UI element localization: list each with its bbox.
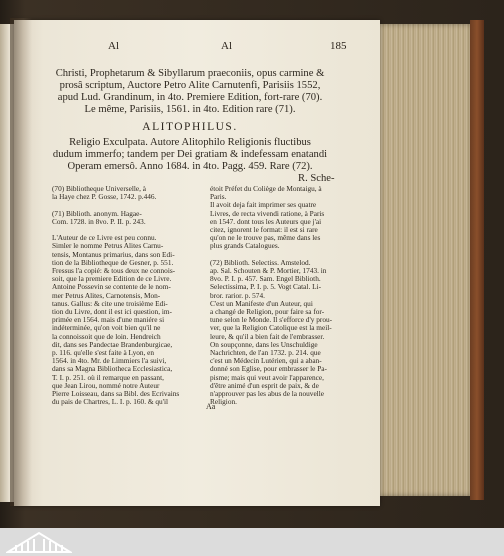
footnote-line: tensis, Montanus primarius, dans son Edi- bbox=[52, 249, 175, 259]
footnote-line: 8vo. P. I. p. 457. Sam. Engel Biblioth. bbox=[210, 274, 321, 284]
library-logo-icon bbox=[6, 530, 72, 554]
running-head-left: Al bbox=[108, 40, 119, 52]
footnote-line: ver, que la Religion Catolique est la meil- bbox=[210, 323, 332, 333]
entry2-line: dudum immerfo; tandem per Dei gratiam & indefessam enatandi bbox=[52, 149, 328, 160]
footnote-line: du pais de Chartres, L. I. p. 160. & qu'il bbox=[52, 397, 169, 407]
footnote-line: indéterminée, qu'on voit bien qu'il ne bbox=[52, 323, 161, 333]
book-gutter bbox=[10, 18, 32, 506]
footnote-line: ap. Sal. Schouten & P. Mortier, 1743. in bbox=[210, 266, 327, 275]
footnote-line: c'est un Médecin Lutérien, qui a aban- bbox=[210, 356, 322, 366]
catchword: R. Sche- bbox=[298, 173, 335, 184]
footnote-line: la connoissoit que de loin. Hendreich bbox=[52, 331, 161, 341]
footnote-line: la Haye chez P. Gosse, 1742. p.446. bbox=[52, 192, 157, 202]
footnote-line: d'être animé d'un esprit de paix, & de bbox=[210, 380, 319, 390]
footnote-line: Il avoit deja fait imprimer ses quatre bbox=[210, 200, 317, 210]
entry1-line: prosâ scriptum, Auctore Petro Alite Carnutenfi, Parisiis 1552, bbox=[59, 80, 321, 91]
page-number: 185 bbox=[330, 40, 347, 52]
footnote-line: Nachrichten, de l'an 1732. p. 214. que bbox=[210, 348, 321, 357]
footnote-line: Fressus l'a copié: & tous deux ne connois- bbox=[52, 266, 176, 275]
entry1-line: Le même, Parisiis, 1561. in 4to. Edition rare (71). bbox=[84, 104, 296, 115]
footnote-line: Simler le nomme Petrus Alites Carnu- bbox=[52, 241, 164, 251]
footnote-line: (70) Bibliotheque Universelle, à bbox=[52, 184, 147, 193]
footnote-line: citez, ignorent le format: il est si rare bbox=[210, 225, 318, 234]
footnote-line: dit, dans ses Pandectae Brandenburgicae, bbox=[52, 339, 173, 349]
running-head-center: Al bbox=[221, 40, 232, 52]
footnote-line: T. I. p. 251. où il remarque en passant, bbox=[52, 372, 164, 382]
section-heading: ALITOPHILUS. bbox=[142, 121, 238, 133]
footnote-line: a changé de Religion, pour faire sa for- bbox=[210, 307, 325, 316]
footnote-line: p. 116. qu'elle s'est faite à Lyon, en bbox=[52, 348, 155, 357]
footnote-line: Religion. bbox=[210, 397, 237, 407]
footnote-line: C'est un Manifeste d'un Auteur, qui bbox=[210, 298, 313, 308]
footnote-line: tanus. Gallus: & cite une troisième Edi- bbox=[52, 298, 168, 308]
footnote-line: donné son Eglise, pour embrasser le Pa- bbox=[210, 364, 327, 374]
footnote-line: (72) Biblioth. Selectiss. Amstelod. bbox=[210, 257, 311, 267]
footnote-line: que Jean Lirou, nommé notre Auteur bbox=[52, 380, 160, 390]
footnote-line: bror. rarior. p. 574. bbox=[210, 290, 265, 300]
footnote-line: Paris. bbox=[210, 192, 227, 202]
footnote-line: Com. 1728. in 8vo. P. II. p. 243. bbox=[52, 216, 146, 226]
footnote-line: (71) Biblioth. anonym. Hagae- bbox=[52, 208, 142, 218]
footnote-line: 1564. in 4to. Mr. de Limmiers l'a suivi, bbox=[52, 356, 167, 366]
footnote-line: pisme; mais qui veut avoir l'apparence, bbox=[210, 372, 324, 382]
footnote-line: primée en 1564. mais d'une maniére si bbox=[52, 315, 165, 325]
footer-bar bbox=[0, 528, 504, 556]
signature-mark: Aa bbox=[206, 402, 216, 411]
entry2-line: Religio Exculpata. Autore Alitophilo Religionis fluctibus bbox=[69, 137, 311, 148]
footnote-line: soit, que la premiere Edition de ce Livre. bbox=[52, 274, 172, 284]
footnote-line: Pierre Loisseau, dans sa Bibl. des Ecrivains bbox=[52, 389, 180, 398]
entry1-line: Christi, Prophetarum & Sibyllarum praeconiis, opus carmine & bbox=[55, 68, 325, 79]
entry1-line: apud Lud. Grandinum, in 4to. Premiere Edition, fort-rare (70). bbox=[57, 92, 323, 103]
footnote-line: tion de la Bibliotheque de Gesner, p. 551. bbox=[52, 257, 174, 267]
footnote-line: On soupçonne, dans les Unschuldige bbox=[210, 339, 318, 349]
footnote-line: n'approuver pas les abus de la nouvelle bbox=[210, 389, 324, 398]
footnote-line: mer Petrus Alites, Carnotensis, Mon- bbox=[52, 290, 161, 300]
page-edges bbox=[380, 24, 472, 496]
entry2-line: Operam emersô. Anno 1684. in 4to. Pagg. 459. Rare (72). bbox=[67, 161, 313, 172]
footnote-line: leure, & qu'il a bien fait de l'embrasser. bbox=[210, 331, 325, 341]
footnote-line: dans sa Magna Bibliotheca Ecclesiastica, bbox=[52, 364, 173, 374]
book-cover-edge bbox=[470, 20, 484, 500]
footnote-line: étoit Préfet du Coliège de Montaigu, à bbox=[210, 184, 322, 193]
footnote-line: qu'on ne le trouve pas, même dans les bbox=[210, 233, 321, 243]
footnote-line: tion du Livre, dont il est ici question, im- bbox=[52, 307, 172, 316]
footnote-line: Selectissima, P. I. p. 5. Vogt Catal. Li- bbox=[210, 282, 322, 292]
footnote-line: Livres, de recta vivendi ratione, à Paris bbox=[210, 208, 325, 218]
footnote-line: L'Auteur de ce Livre est peu connu. bbox=[52, 233, 157, 243]
footnote-line: en 1547. dont tous les Auteurs que j'ai bbox=[210, 216, 322, 226]
footnote-line: Antoine Possevin se contente de le nom- bbox=[52, 282, 171, 292]
footnote-line: plus grands Catalogues. bbox=[210, 241, 280, 251]
footnote-line: tune selon le Monde. Il s'efforce d'y prou- bbox=[210, 315, 333, 325]
